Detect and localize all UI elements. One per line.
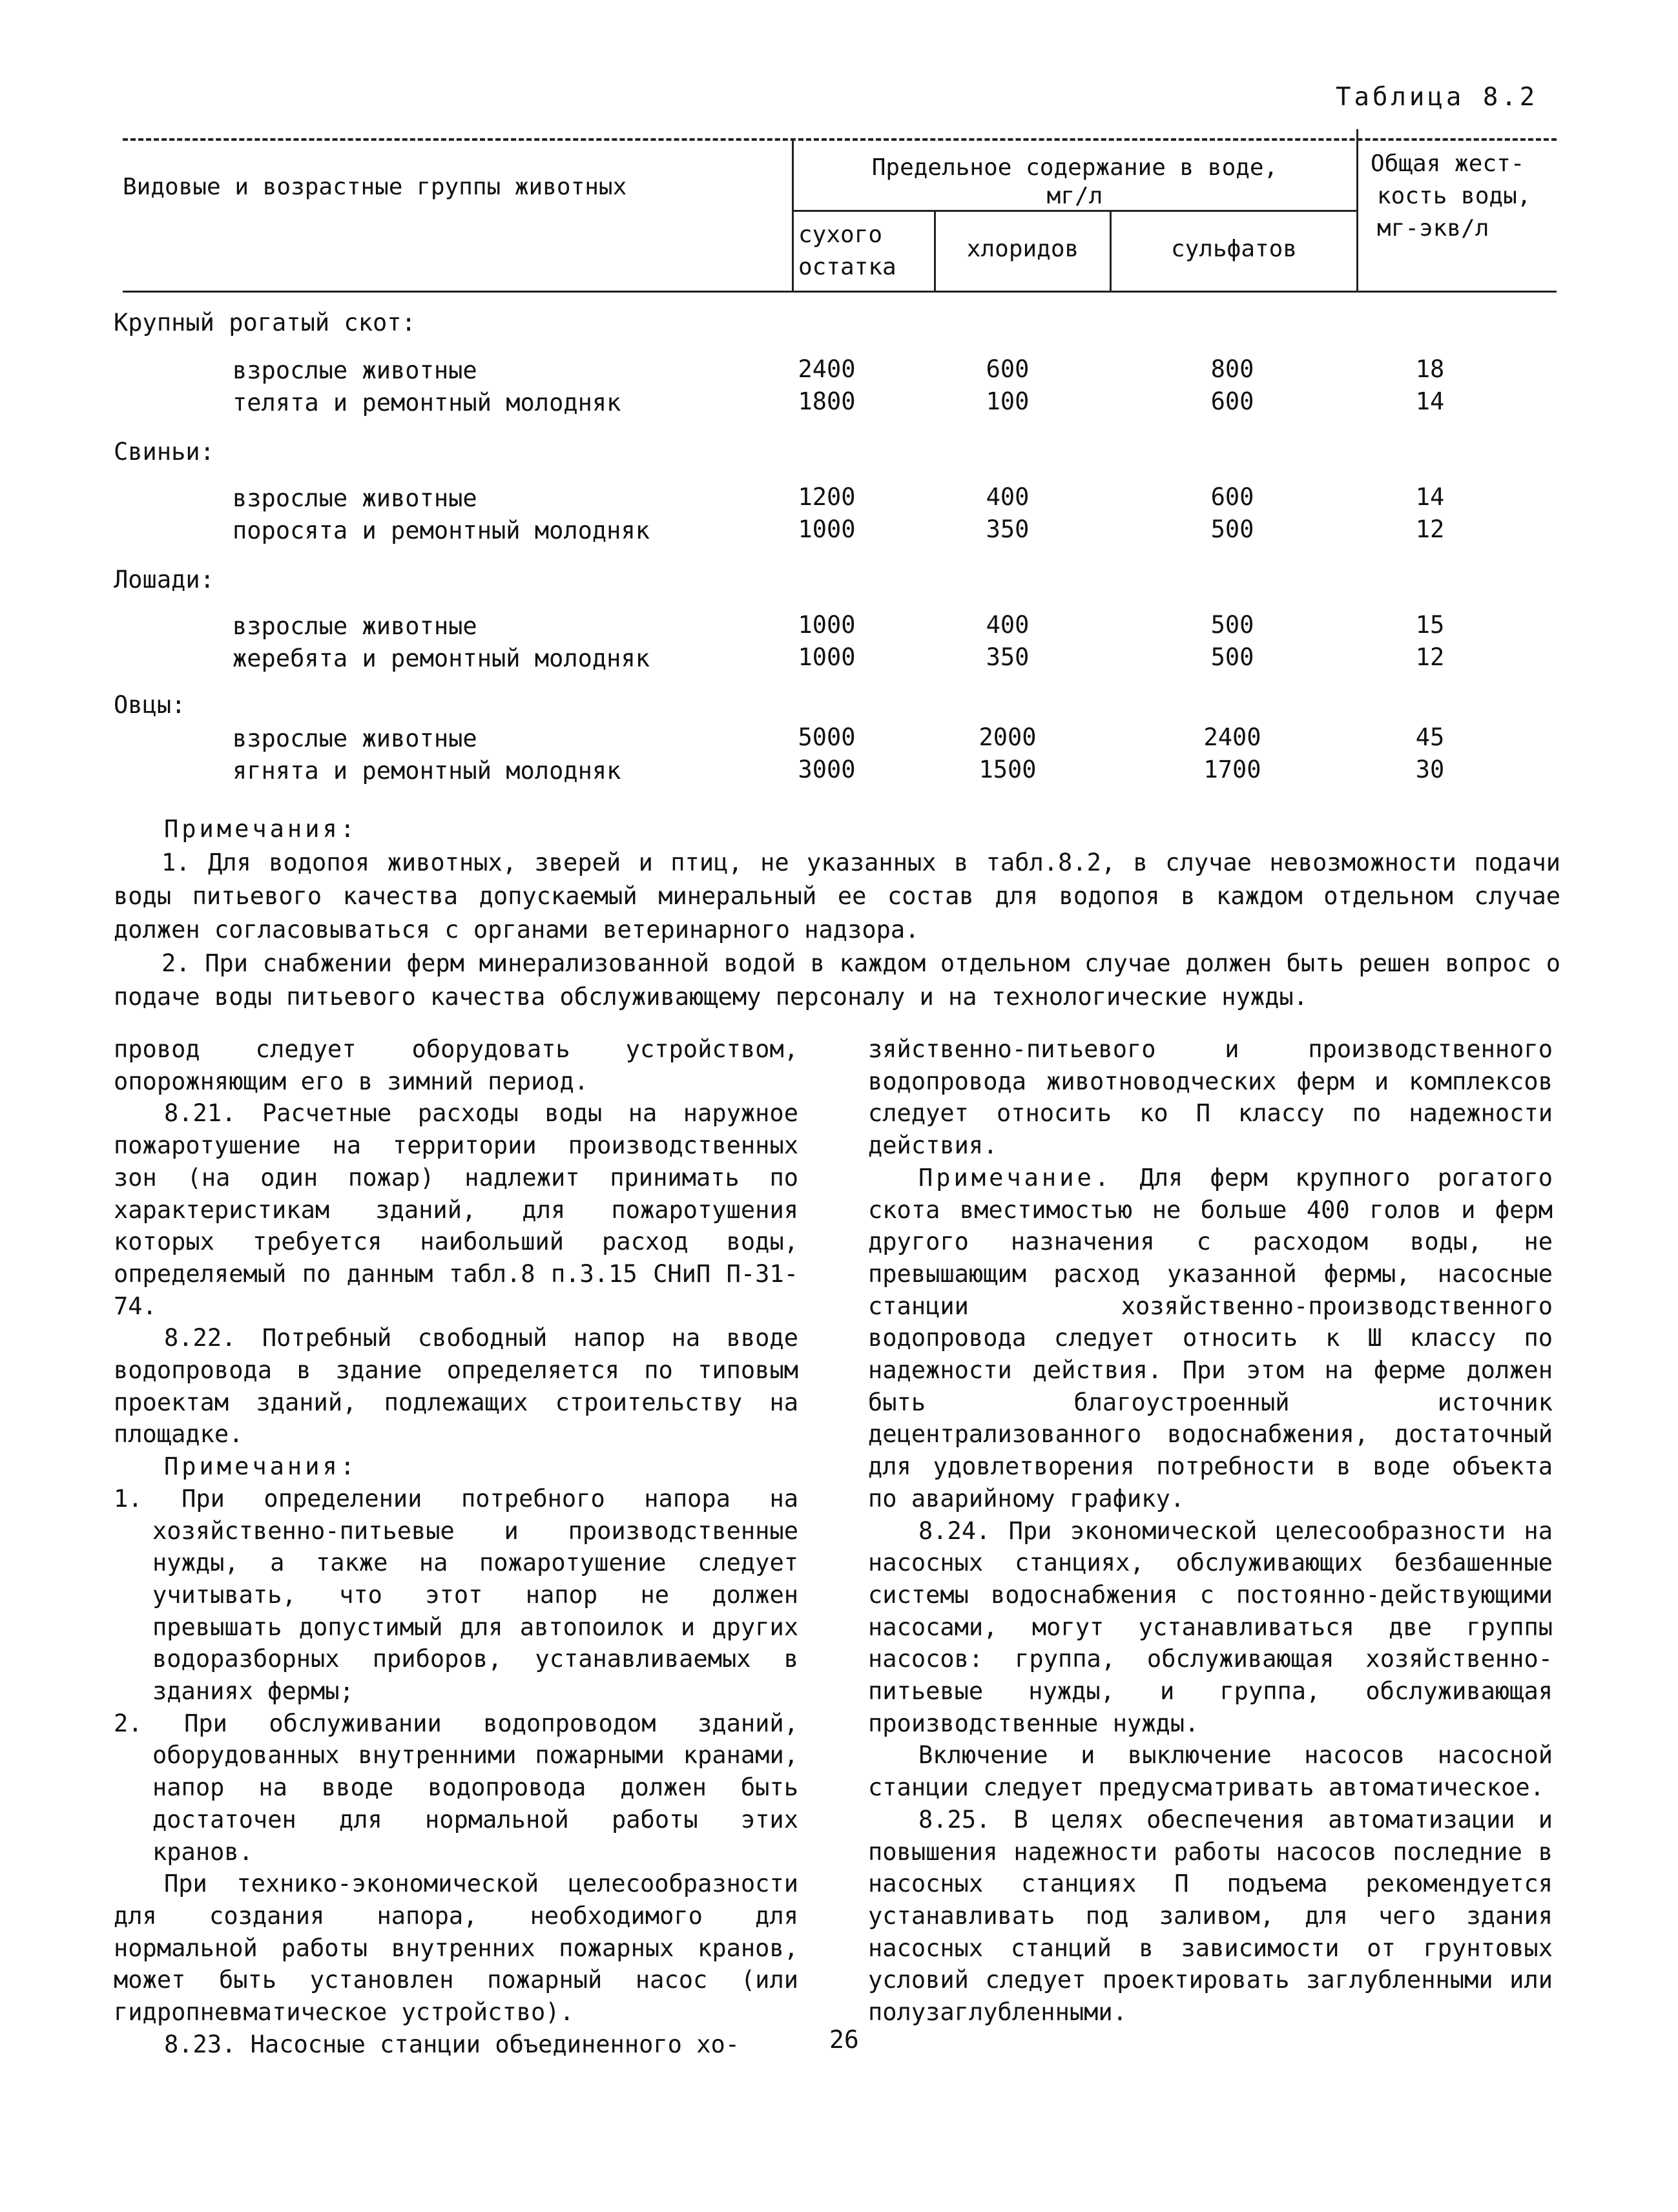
- group-title: Свиньи:: [114, 438, 214, 466]
- group-title: Лошади:: [114, 566, 214, 594]
- cell-hardness: 14: [1415, 483, 1445, 511]
- note-item-2: 2. При обслуживании водопроводом зданий, оборудованных внутренними пожарными кранами, напор на вводе водопровода должен быть достаточен для нормальной работы этих кранов.: [114, 1709, 798, 1866]
- cell-sulfates: 1700: [1203, 756, 1261, 783]
- cell-dry: 1200: [798, 483, 856, 511]
- header-groups: Видовые и возрастные группы животных: [123, 174, 627, 200]
- cell-hardness: 14: [1415, 388, 1445, 415]
- cell-chlorides: 100: [986, 388, 1030, 415]
- header-hardness-line2: кость воды,: [1377, 183, 1531, 209]
- cell-hardness: 12: [1415, 643, 1445, 671]
- header-sulfates: сульфатов: [1170, 236, 1298, 262]
- group-title: Крупный рогатый скот:: [114, 309, 416, 336]
- paragraph: При технико-экономической целесообразности для создания напора, необходимого для нормальной работы внутренних пожарных кранов, может быть установлен пожарный насос (или гидропневматическое устройство).: [114, 1870, 798, 2027]
- cell-sulfates: 600: [1210, 388, 1254, 415]
- cell-dry: 1800: [798, 388, 856, 415]
- cell-chlorides: 400: [986, 483, 1030, 511]
- cell-dry: 1000: [798, 515, 856, 543]
- cell-sulfates: 800: [1210, 355, 1254, 383]
- row-label: взрослые животные: [233, 357, 477, 384]
- header-dry-line2: остатка: [798, 254, 896, 280]
- paragraph-8-23: 8.23. Насосные станции объединенного хо-: [164, 2030, 740, 2058]
- cell-chlorides: 350: [986, 643, 1030, 671]
- header-hardness-line3: мг-экв/л: [1377, 215, 1489, 242]
- table-note-1: [114, 846, 1560, 947]
- row-label: жеребята и ремонтный молодняк: [233, 645, 650, 672]
- cell-chlorides: 400: [986, 611, 1030, 639]
- note-paragraph: [868, 1162, 1553, 1515]
- table-caption: Таблица 8.2: [1336, 83, 1538, 112]
- notes-title: Примечания:: [164, 1452, 358, 1481]
- cell-chlorides: 600: [986, 355, 1030, 383]
- cell-chlorides: 1500: [979, 756, 1037, 783]
- cell-sulfates: 500: [1210, 643, 1254, 671]
- paragraph-8-21: 8.21. Расчетные расходы воды на наружное пожаротушение на территории производственных зон (на один пожар) надлежит принимать по характеристикам зданий, для пожаротушения которых требуется наибольший расход воды, определяемый по данным табл.8 п.3.15 СНиП П-31-74.: [114, 1099, 798, 1320]
- cell-hardness: 45: [1415, 723, 1445, 751]
- cell-sulfates: 500: [1210, 515, 1254, 543]
- table-note-2: [114, 947, 1560, 1014]
- row-label: ягнята и ремонтный молодняк: [233, 757, 621, 785]
- cell-chlorides: 350: [986, 515, 1030, 543]
- cell-sulfates: 600: [1210, 483, 1254, 511]
- row-label: поросята и ремонтный молодняк: [233, 517, 650, 544]
- row-label: телята и ремонтный молодняк: [233, 389, 621, 417]
- cell-chlorides: 2000: [979, 723, 1037, 751]
- paragraph: Включение и выключение насосов насосной станции следует предусматривать автоматическое.: [868, 1741, 1553, 1802]
- cell-sulfates: 2400: [1203, 723, 1261, 751]
- header-hardness-line1: Общая жест-: [1371, 150, 1525, 177]
- note-label: Примечание.: [918, 1163, 1113, 1192]
- cell-hardness: 15: [1415, 611, 1445, 639]
- cell-hardness: 18: [1415, 355, 1445, 383]
- header-chlorides: хлоридов: [966, 236, 1079, 262]
- paragraph: зяйственно-питьевого и производственного водопровода животноводческих ферм и комплексов следует относить ко П классу по надежности действия.: [868, 1035, 1553, 1160]
- table-note-2-text: 2. При снабжении ферм минерализованной водой в каждом отдельном случае должен быть решен вопрос о подаче воды питьевого качества обслуживающему персоналу и на технологические нужды.: [114, 949, 1560, 1011]
- paragraph: провод следует оборудовать устройством, опорожняющим его в зимний период.: [114, 1035, 798, 1095]
- right-column: [868, 1033, 1553, 2029]
- note-text: Для ферм крупного рогатого скота вместимостью не больше 400 голов и ферм другого назначения с расходом воды, не превышающим расход указанной фермы, насосные станции хозяйственно-производственного водопровода следует относить к Ш классу по надежности действия. При этом на ферме должен быть благоустроенный источник децентрализованного водоснабжения, достаточный для удовлетворения потребности в воде объекта по аварийному графику.: [868, 1163, 1553, 1513]
- cell-dry: 3000: [798, 756, 856, 783]
- cell-hardness: 30: [1415, 756, 1445, 783]
- note-item-1: 1. При определении потребного напора на хозяйственно-питьевые и производственные нужды, а также на пожаротушение следует учитывать, что этот напор не должен превышать допустимый для автопоилок и других водоразборных приборов, устанавливаемых в зданиях фермы;: [114, 1484, 798, 1706]
- paragraph-8-24: 8.24. При экономической целесообразности на насосных станциях, обслуживающих безбашенные системы водоснабжения с постоянно-действующими насосами, могут устанавливаться две группы насосов: группа, обслуживающая хозяйственно-питьевые нужды, и группа, обслуживающая производственные нужды.: [868, 1516, 1553, 1737]
- table-top-rule: [123, 138, 1557, 141]
- page-number: 26: [829, 2025, 859, 2054]
- cell-hardness: 12: [1415, 515, 1445, 543]
- cell-dry: 2400: [798, 355, 856, 383]
- header-dry-line1: сухого: [798, 222, 883, 248]
- header-limit-line2: мг/л: [1046, 183, 1103, 209]
- header-divider-4: [1356, 129, 1358, 291]
- cell-dry: 1000: [798, 611, 856, 639]
- group-title: Овцы:: [114, 691, 186, 719]
- row-label: взрослые животные: [233, 725, 477, 752]
- left-column: [114, 1033, 798, 2061]
- cell-dry: 5000: [798, 723, 856, 751]
- paragraph-8-22: 8.22. Потребный свободный напор на вводе водопровода в здание определяется по типовым проектам зданий, подлежащих строительству на площадке.: [114, 1324, 798, 1449]
- row-label: взрослые животные: [233, 484, 477, 512]
- cell-dry: 1000: [798, 643, 856, 671]
- table-notes-title: Примечания:: [164, 815, 358, 843]
- cell-sulfates: 500: [1210, 611, 1254, 639]
- paragraph-8-25: 8.25. В целях обеспечения автоматизации и повышения надежности работы насосов последние в насосных станциях П подъема рекомендуется устанавливать под заливом, для чего здания насосных станций в зависимости от грунтовых условий следует проектировать заглубленными или полузаглубленными.: [868, 1805, 1553, 2027]
- header-bottom-rule: [123, 291, 1557, 293]
- row-label: взрослые животные: [233, 612, 477, 640]
- table-note-1-text: 1. Для водопоя животных, зверей и птиц, не указанных в табл.8.2, в случае невозможности подачи воды питьевого качества допускаемый минеральный ее состав для водопоя в каждом отдельном случае должен согласовываться с органами ветеринарного надзора.: [114, 849, 1560, 944]
- header-limit-line1: Предельное содержание в воде,: [871, 154, 1278, 181]
